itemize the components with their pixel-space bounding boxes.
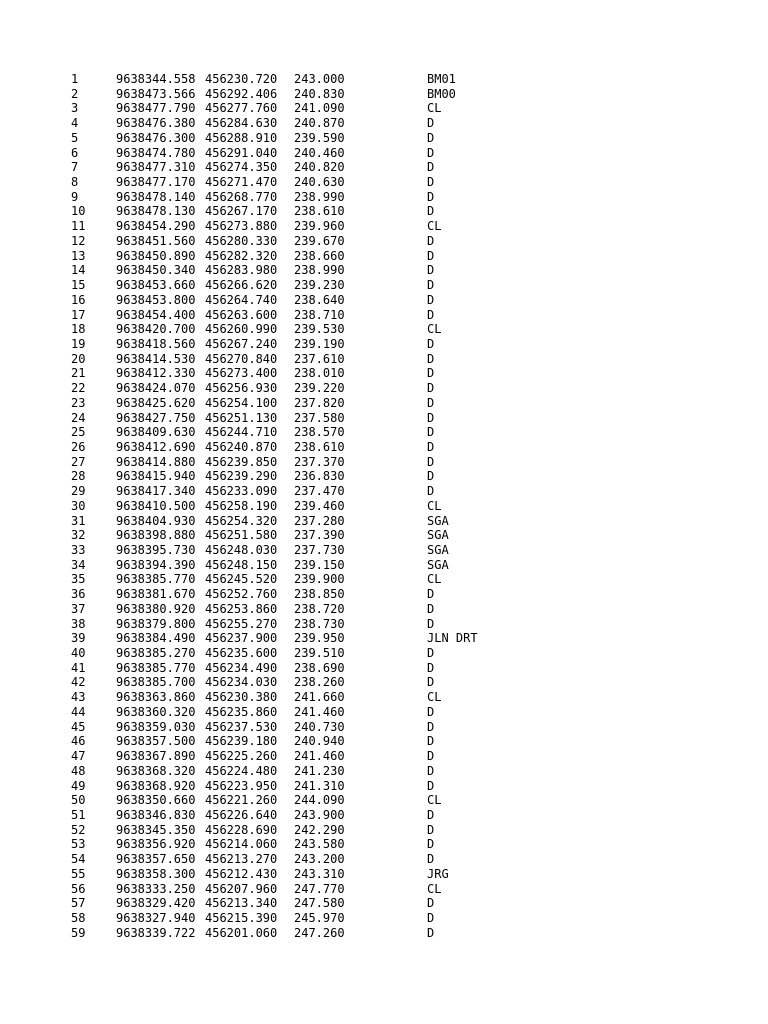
elevation-value: 239.510 [294,646,345,661]
northing-value: 9638476.300 [116,130,196,145]
elevation-value: 244.090 [294,793,345,808]
description-code: CL [427,322,442,337]
elevation-value: 239.190 [294,336,345,351]
point-number: 13 [71,248,86,263]
elevation-value: 238.710 [294,307,345,322]
elevation-value: 240.820 [294,160,345,175]
northing-value: 9638357.650 [116,852,196,867]
point-number: 5 [71,130,79,145]
elevation-value: 240.730 [294,719,345,734]
easting-value: 456255.270 [205,616,278,631]
northing-value: 9638450.890 [116,248,196,263]
point-number: 23 [71,395,86,410]
elevation-value: 239.230 [294,278,345,293]
elevation-value: 242.290 [294,822,345,837]
description-code: D [427,425,435,440]
elevation-value: 239.530 [294,322,345,337]
northing-value: 9638398.880 [116,528,196,543]
northing-value: 9638424.070 [116,381,196,396]
description-code: D [427,439,435,454]
description-code: D [427,307,435,322]
description-code: D [427,145,435,160]
northing-value: 9638344.558 [116,72,196,86]
description-code: SGA [427,528,449,543]
elevation-value: 238.850 [294,587,345,602]
elevation-value: 237.280 [294,513,345,528]
easting-value: 456234.490 [205,660,278,675]
elevation-value: 238.610 [294,204,345,219]
description-code: D [427,484,435,499]
northing-value: 9638425.620 [116,395,196,410]
point-number: 55 [71,866,86,881]
point-number: 15 [71,278,86,293]
point-number: 50 [71,793,86,808]
northing-value: 9638359.030 [116,719,196,734]
elevation-value: 237.370 [294,454,345,469]
northing-value: 9638476.380 [116,116,196,131]
point-number: 32 [71,528,86,543]
elevation-value: 237.580 [294,410,345,425]
northing-value: 9638410.500 [116,498,196,513]
description-code: D [427,248,435,263]
elevation-value: 236.830 [294,469,345,484]
easting-value: 456201.060 [205,925,278,940]
point-number: 41 [71,660,86,675]
easting-value: 456226.640 [205,807,278,822]
description-code: D [427,204,435,219]
elevation-value: 243.000 [294,72,345,86]
northing-value: 9638350.660 [116,793,196,808]
point-number: 33 [71,543,86,557]
easting-value: 456291.040 [205,145,278,160]
description-code: D [427,822,435,837]
description-code: D [427,646,435,661]
easting-value: 456254.320 [205,513,278,528]
description-code: D [427,616,435,631]
point-number: 29 [71,484,86,499]
description-code: D [427,910,435,925]
easting-value: 456235.860 [205,704,278,719]
point-number: 11 [71,219,86,234]
northing-value: 9638363.860 [116,690,196,705]
elevation-value: 240.940 [294,734,345,749]
northing-value: 9638453.660 [116,278,196,293]
point-number: 12 [71,233,86,248]
easting-value: 456258.190 [205,498,278,513]
point-number: 28 [71,469,86,484]
northing-value: 9638368.320 [116,763,196,778]
point-number: 48 [71,763,86,778]
elevation-value: 238.990 [294,189,345,204]
northing-value: 9638454.290 [116,219,196,234]
easting-value: 456266.620 [205,278,278,293]
easting-value: 456237.530 [205,719,278,734]
point-number: 57 [71,896,86,911]
description-code: CL [427,219,442,234]
easting-value: 456228.690 [205,822,278,837]
point-number: 21 [71,366,86,381]
elevation-value: 237.610 [294,351,345,366]
point-number: 56 [71,881,86,896]
description-code: D [427,160,435,175]
elevation-value: 239.460 [294,498,345,513]
point-number: 14 [71,263,86,278]
description-code: D [427,395,435,410]
northing-value: 9638473.566 [116,86,196,101]
elevation-value: 239.220 [294,381,345,396]
elevation-value: 245.970 [294,910,345,925]
point-number: 43 [71,690,86,705]
easting-value: 456240.870 [205,439,278,454]
northing-value: 9638345.350 [116,822,196,837]
description-code: D [427,704,435,719]
description-code: D [427,719,435,734]
northing-value: 9638346.830 [116,807,196,822]
point-number: 37 [71,601,86,616]
description-code: D [427,116,435,131]
description-code: D [427,189,435,204]
description-code: SGA [427,557,449,572]
northing-value: 9638450.340 [116,263,196,278]
description-code: D [427,278,435,293]
northing-value: 9638477.310 [116,160,196,175]
point-number: 10 [71,204,86,219]
description-code: D [427,660,435,675]
easting-value: 456207.960 [205,881,278,896]
elevation-value: 238.730 [294,616,345,631]
point-number: 22 [71,381,86,396]
northing-value: 9638418.560 [116,336,196,351]
point-number: 27 [71,454,86,469]
elevation-value: 243.310 [294,866,345,881]
elevation-value: 241.660 [294,690,345,705]
point-number: 53 [71,837,86,852]
point-number: 58 [71,910,86,925]
easting-value: 456273.880 [205,219,278,234]
description-code: D [427,381,435,396]
northing-value: 9638395.730 [116,543,196,557]
point-number: 36 [71,587,86,602]
northing-value: 9638417.340 [116,484,196,499]
description-code: JLN DRT [427,631,478,646]
northing-value: 9638381.670 [116,587,196,602]
northing-value: 9638380.920 [116,601,196,616]
elevation-value: 237.390 [294,528,345,543]
elevation-value: 241.460 [294,704,345,719]
point-number: 24 [71,410,86,425]
description-code: D [427,130,435,145]
point-number: 35 [71,572,86,587]
description-code: CL [427,793,442,808]
northing-value: 9638404.930 [116,513,196,528]
description-code: D [427,807,435,822]
elevation-value: 240.830 [294,86,345,101]
northing-value: 9638453.800 [116,292,196,307]
northing-value: 9638477.790 [116,101,196,116]
elevation-value: 238.570 [294,425,345,440]
description-code: D [427,336,435,351]
easting-value: 456277.760 [205,101,278,116]
northing-value: 9638477.170 [116,175,196,190]
elevation-value: 238.990 [294,263,345,278]
description-code: D [427,837,435,852]
easting-value: 456282.320 [205,248,278,263]
elevation-value: 241.090 [294,101,345,116]
elevation-value: 241.230 [294,763,345,778]
elevation-value: 238.640 [294,292,345,307]
easting-value: 456212.430 [205,866,278,881]
easting-value: 456280.330 [205,233,278,248]
point-number: 38 [71,616,86,631]
point-number: 44 [71,704,86,719]
description-code: D [427,852,435,867]
description-code: D [427,778,435,793]
elevation-value: 243.580 [294,837,345,852]
description-code: D [427,925,435,940]
point-number: 20 [71,351,86,366]
point-number: 59 [71,925,86,940]
easting-value: 456239.290 [205,469,278,484]
description-code: D [427,896,435,911]
point-number: 19 [71,336,86,351]
northing-value: 9638385.270 [116,646,196,661]
description-code: D [427,263,435,278]
easting-value: 456237.900 [205,631,278,646]
easting-value: 456225.260 [205,749,278,764]
point-number: 26 [71,439,86,454]
description-code: CL [427,572,442,587]
northing-value: 9638339.722 [116,925,196,940]
easting-value: 456256.930 [205,381,278,396]
northing-value: 9638451.560 [116,233,196,248]
elevation-value: 239.590 [294,130,345,145]
point-number: 46 [71,734,86,749]
description-code: D [427,233,435,248]
northing-value: 9638327.940 [116,910,196,925]
point-number: 54 [71,852,86,867]
description-code: D [427,763,435,778]
easting-value: 456267.240 [205,336,278,351]
northing-value: 9638427.750 [116,410,196,425]
point-number: 39 [71,631,86,646]
easting-value: 456230.720 [205,72,278,86]
description-code: JRG [427,866,449,881]
description-code: D [427,587,435,602]
northing-value: 9638414.530 [116,351,196,366]
easting-value: 456267.170 [205,204,278,219]
easting-value: 456215.390 [205,910,278,925]
point-number: 4 [71,116,79,131]
description-code: D [427,749,435,764]
point-number: 51 [71,807,86,822]
easting-value: 456224.480 [205,763,278,778]
description-code: D [427,601,435,616]
easting-value: 456213.270 [205,852,278,867]
elevation-value: 239.900 [294,572,345,587]
easting-value: 456283.980 [205,263,278,278]
easting-value: 456239.180 [205,734,278,749]
description-code: D [427,410,435,425]
northing-value: 9638478.130 [116,204,196,219]
easting-value: 456260.990 [205,322,278,337]
elevation-value: 237.820 [294,395,345,410]
easting-value: 456245.520 [205,572,278,587]
elevation-value: 238.720 [294,601,345,616]
elevation-value: 240.460 [294,145,345,160]
easting-value: 456230.380 [205,690,278,705]
easting-value: 456223.950 [205,778,278,793]
elevation-value: 240.870 [294,116,345,131]
description-code: D [427,454,435,469]
northing-value: 9638420.700 [116,322,196,337]
northing-value: 9638478.140 [116,189,196,204]
easting-value: 456248.030 [205,543,278,557]
point-number: 34 [71,557,86,572]
easting-value: 456268.770 [205,189,278,204]
northing-value: 9638367.890 [116,749,196,764]
easting-value: 456270.840 [205,351,278,366]
easting-value: 456251.580 [205,528,278,543]
point-number: 40 [71,646,86,661]
elevation-value: 239.960 [294,219,345,234]
easting-value: 456251.130 [205,410,278,425]
easting-value: 456274.350 [205,160,278,175]
description-code: BM00 [427,86,456,101]
description-code: D [427,675,435,690]
elevation-value: 238.010 [294,366,345,381]
northing-value: 9638409.630 [116,425,196,440]
point-number: 47 [71,749,86,764]
elevation-value: 240.630 [294,175,345,190]
point-number: 30 [71,498,86,513]
elevation-value: 237.470 [294,484,345,499]
northing-value: 9638414.880 [116,454,196,469]
northing-value: 9638385.770 [116,660,196,675]
point-number: 9 [71,189,79,204]
elevation-value: 241.460 [294,749,345,764]
description-code: CL [427,690,442,705]
easting-value: 456233.090 [205,484,278,499]
point-number: 8 [71,175,79,190]
elevation-value: 237.730 [294,543,345,557]
description-code: CL [427,101,442,116]
description-code: CL [427,498,442,513]
elevation-value: 238.690 [294,660,345,675]
point-number: 52 [71,822,86,837]
easting-value: 456271.470 [205,175,278,190]
easting-value: 456253.860 [205,601,278,616]
elevation-value: 239.950 [294,631,345,646]
description-code: D [427,366,435,381]
northing-value: 9638385.770 [116,572,196,587]
easting-value: 456263.600 [205,307,278,322]
elevation-value: 247.580 [294,896,345,911]
easting-value: 456252.760 [205,587,278,602]
description-code: D [427,469,435,484]
description-code: SGA [427,543,449,557]
description-code: SGA [427,513,449,528]
northing-value: 9638394.390 [116,557,196,572]
northing-value: 9638474.780 [116,145,196,160]
northing-value: 9638412.330 [116,366,196,381]
point-number: 31 [71,513,86,528]
point-number: 18 [71,322,86,337]
easting-value: 456248.150 [205,557,278,572]
elevation-value: 239.150 [294,557,345,572]
northing-value: 9638368.920 [116,778,196,793]
easting-value: 456244.710 [205,425,278,440]
northing-value: 9638333.250 [116,881,196,896]
elevation-value: 238.660 [294,248,345,263]
description-code: D [427,734,435,749]
easting-value: 456288.910 [205,130,278,145]
easting-value: 456214.060 [205,837,278,852]
elevation-value: 243.200 [294,852,345,867]
easting-value: 456264.740 [205,292,278,307]
point-number: 45 [71,719,86,734]
northing-value: 9638358.300 [116,866,196,881]
description-code: D [427,292,435,307]
easting-value: 456254.100 [205,395,278,410]
elevation-value: 241.310 [294,778,345,793]
northing-value: 9638357.500 [116,734,196,749]
easting-value: 456235.600 [205,646,278,661]
point-number: 1 [71,72,79,86]
easting-value: 456284.630 [205,116,278,131]
northing-value: 9638329.420 [116,896,196,911]
northing-value: 9638379.800 [116,616,196,631]
northing-value: 9638454.400 [116,307,196,322]
elevation-value: 243.900 [294,807,345,822]
description-code: D [427,351,435,366]
elevation-value: 238.260 [294,675,345,690]
northing-value: 9638384.490 [116,631,196,646]
elevation-value: 247.260 [294,925,345,940]
easting-value: 456292.406 [205,86,278,101]
description-code: D [427,175,435,190]
northing-value: 9638360.320 [116,704,196,719]
point-number: 6 [71,145,79,160]
northing-value: 9638415.940 [116,469,196,484]
easting-value: 456213.340 [205,896,278,911]
point-number: 42 [71,675,86,690]
description-code: CL [427,881,442,896]
northing-value: 9638385.700 [116,675,196,690]
northing-value: 9638412.690 [116,439,196,454]
point-number: 2 [71,86,79,101]
description-code: BM01 [427,72,456,86]
point-number: 17 [71,307,86,322]
elevation-value: 247.770 [294,881,345,896]
point-number: 49 [71,778,86,793]
point-number: 25 [71,425,86,440]
northing-value: 9638356.920 [116,837,196,852]
easting-value: 456239.850 [205,454,278,469]
elevation-value: 239.670 [294,233,345,248]
easting-value: 456273.400 [205,366,278,381]
point-number: 7 [71,160,79,175]
easting-value: 456234.030 [205,675,278,690]
elevation-value: 238.610 [294,439,345,454]
easting-value: 456221.260 [205,793,278,808]
point-number: 16 [71,292,86,307]
point-number: 3 [71,101,79,116]
